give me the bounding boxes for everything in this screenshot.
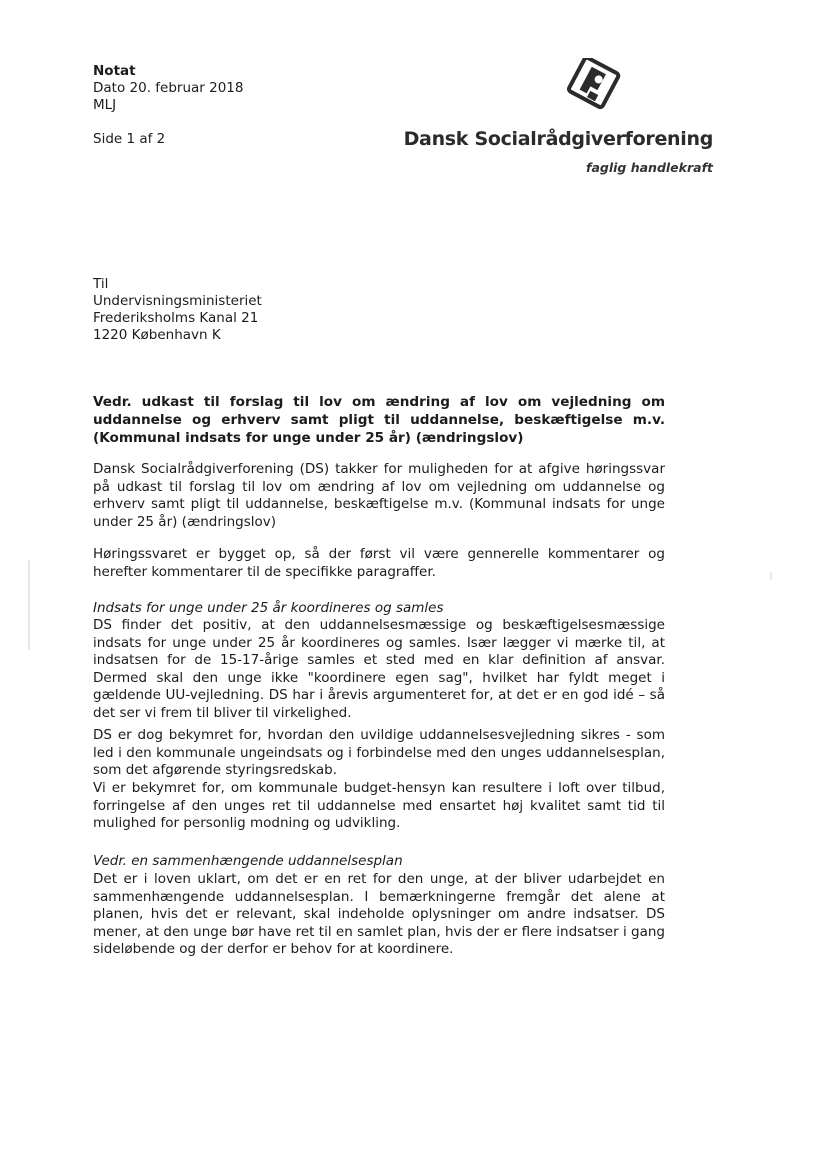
recipient-line-3: 1220 København K — [93, 327, 221, 343]
section2-paragraph-1: Det er i loven uklart, om det er en ret for den unge, at der bliver udarbejdet en sammenhængende uddannelsesplan. I bemærkningerne fremgår det alene at planen, hvis det er relevant, skal indeholde oplysninger om andre indsatser. DS mener, at den unge bør have ret til en samlet plan, hvis der er flere indsatser i gang sideløbende og der derfor er behov for at koordinere. — [93, 871, 665, 957]
section-heading-education-plan: Vedr. en sammenhængende uddannelsesplan — [93, 853, 403, 869]
subject-heading: Vedr. udkast til forslag til lov om ændring af lov om vejledning om uddannelse og erhverv samt pligt til uddannelse, beskæftigelse m.v. (Kommunal indsats for unge under 25 år) (ændringslov) — [93, 394, 665, 446]
section-heading-coordination: Indsats for unge under 25 år koordineres og samles — [93, 600, 444, 616]
ds-logo-icon — [563, 58, 625, 114]
org-name: Dansk Socialrådgiverforening — [403, 128, 713, 150]
org-tagline: faglig handlekraft — [586, 160, 713, 175]
structure-paragraph: Høringssvaret er bygget op, så der først vil være gennerelle kommentarer og herefter kommentarer til de specifikke paragraffer. — [93, 546, 665, 580]
recipient-line-1: Undervisningsministeriet — [93, 293, 262, 309]
scan-artifact — [770, 572, 772, 580]
page-number: Side 1 af 2 — [93, 131, 166, 147]
section1-paragraph-3: Vi er bekymret for, om kommunale budget-hensyn kan resultere i loft over tilbud, forringelse af den unges ret til uddannelse med ensartet høj kvalitet samt tid til mulighed for personlig modning og udvikling. — [93, 780, 665, 831]
doc-initials: MLJ — [93, 97, 117, 113]
section1-paragraph-1: DS finder det positiv, at den uddannelsesmæssige og beskæftigelsesmæssige indsats for unge under 25 år koordineres og samles. Især lægger vi mærke til, at indsatsen for de 15-17-årige samles et sted med en klar definition af ansvar. Dermed skal den unge ikke "koordinere egen sag", hvilket har fyldt meget i gældende UU-vejledning. DS har i årevis argumenteret for, at det er en god idé – så det ser vi frem til bliver til virkelighed. — [93, 617, 665, 721]
section1-paragraph-2: DS er dog bekymret for, hvordan den uvildige uddannelsesvejledning sikres - som led i den kommunale ungeindsats og i forbindelse med den unges uddannelsesplan, som det afgørende styringsredskab. — [93, 727, 665, 778]
recipient-label: Til — [93, 276, 109, 292]
intro-paragraph: Dansk Socialrådgiverforening (DS) takker for muligheden for at afgive høringssvar på udkast til forslag til lov om ændring af lov om vejledning om uddannelse og erhverv samt pligt til uddannelse, beskæftigelse m.v. (Kommunal indsats for unge under 25 år) (ændringslov) — [93, 461, 665, 530]
doc-date: Dato 20. februar 2018 — [93, 80, 244, 96]
scan-artifact — [28, 560, 30, 650]
doc-type: Notat — [93, 63, 136, 79]
recipient-line-2: Frederiksholms Kanal 21 — [93, 310, 259, 326]
